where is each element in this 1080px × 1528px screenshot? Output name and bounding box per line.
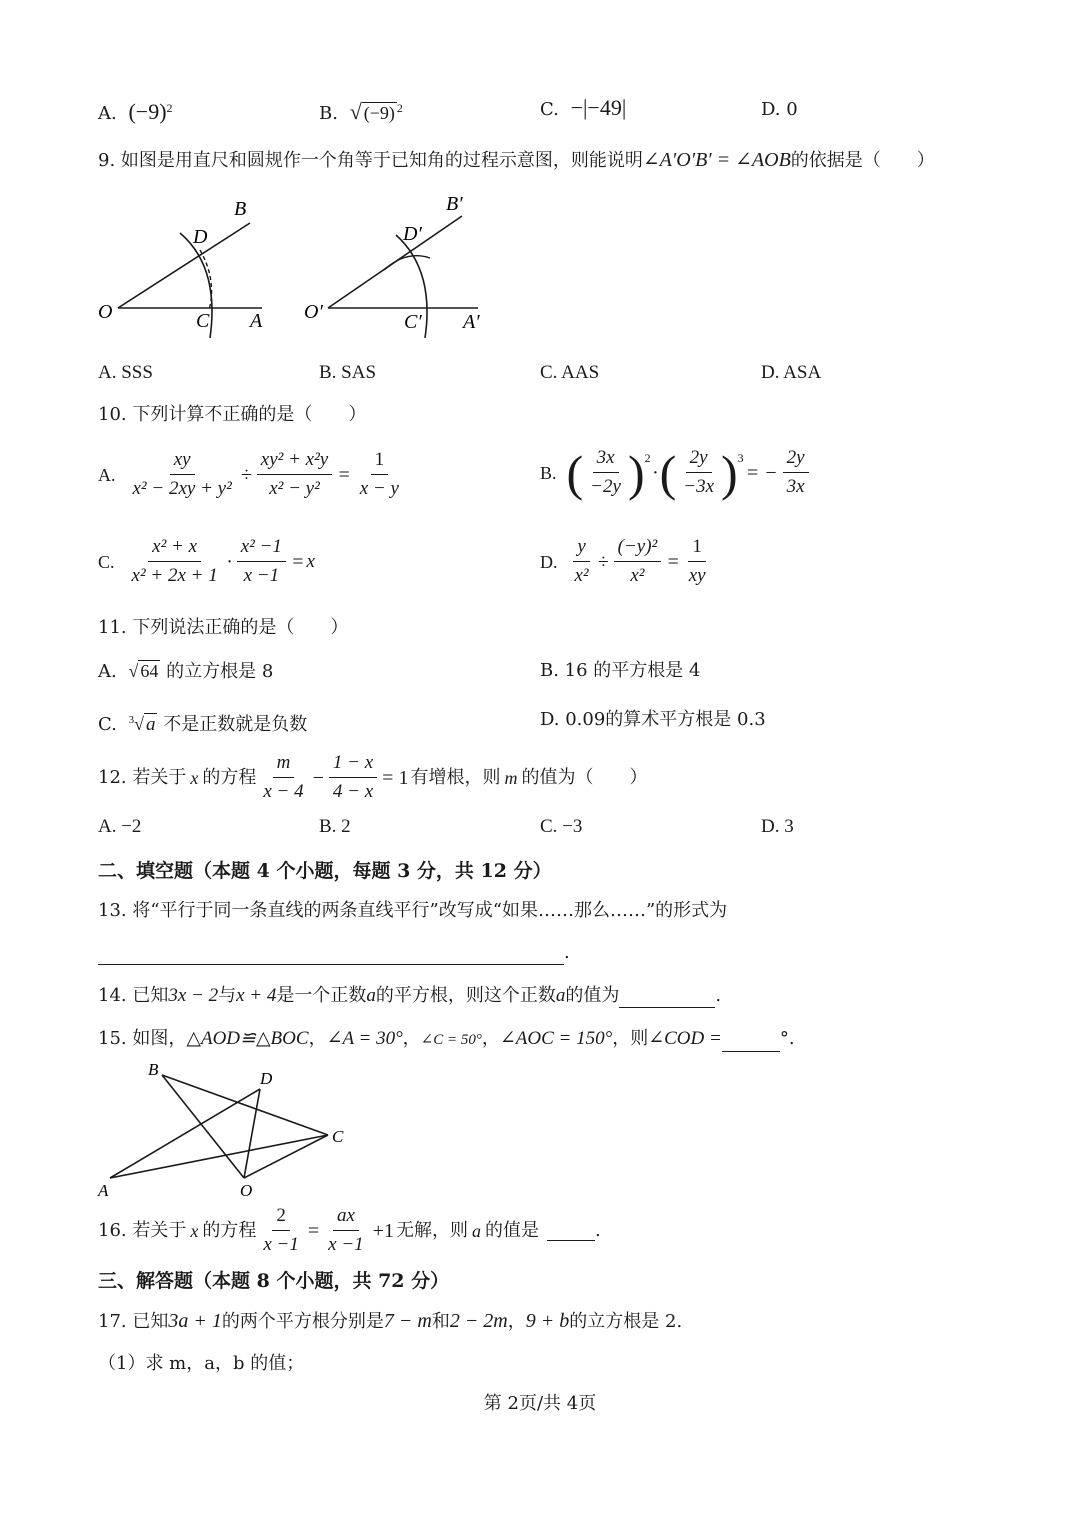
q15-fig-label-b: B xyxy=(148,1060,159,1079)
q13-answer-line: . xyxy=(98,941,570,965)
q9-option-a: A. SSS xyxy=(98,362,153,383)
q15-fig-label-a: A xyxy=(98,1181,109,1200)
q12-option-d: D. 3 xyxy=(761,816,794,837)
q12-option-a: A. −2 xyxy=(98,816,142,837)
fig1-label-o: O xyxy=(98,301,113,323)
q10-option-c: C. $\frac{\text{x² + x}}{\text{x² + 2x + 1}}$ · $\frac{\text{x² −1}}{x -1}$ = x xyxy=(98,536,315,586)
q14-blank[interactable] xyxy=(619,987,715,1008)
section-2-heading: 二、填空题（本题 4 个小题，每题 3 分，共 12 分） xyxy=(98,860,552,882)
fig1-label-d: D xyxy=(193,226,208,248)
fig1-label-c: C xyxy=(196,310,210,332)
q12-stem: 12. 若关于 x 的方程 $\frac{m}{x - 4}$ − $\frac{1 - x}{4 - x}$ = 1 有增根，则 m 的值为（ ） xyxy=(98,752,648,802)
q9-option-c: C. AAS xyxy=(540,362,600,383)
q10-option-b: B. ( $\frac{3x}{-2y}$ ) $^2$ · ( $\frac{2y}{-3x}$ ) $^3$ = − $\frac{2y}{3x}$ xyxy=(540,446,812,499)
fig1-label-b: B xyxy=(234,198,247,220)
q16-blank[interactable] xyxy=(547,1220,595,1241)
q9-figure-1 xyxy=(92,195,282,345)
q9-option-d: D. ASA xyxy=(761,362,822,383)
q10-option-d: D. $\frac{y}{\text{x²}}$ ÷ $\frac{\text{(−y)²}}{\text{x²}}$ = $\frac{1}{xy}$ xyxy=(540,536,706,586)
fig2-label-c: C′ xyxy=(404,311,422,333)
q15-figure xyxy=(92,1058,352,1203)
section-3-heading: 三、解答题（本题 8 个小题，共 72 分） xyxy=(98,1270,450,1292)
q9-stem: 9. 如图是用直尺和圆规作一个角等于已知角的过程示意图，则能说明∠A′O′B′ = ∠AOB的依据是（ ） xyxy=(98,149,935,171)
q10-stem: 10. 下列计算不正确的是（ ） xyxy=(98,404,367,425)
q11-option-a: A. √ 64 的立方根是 8 xyxy=(98,661,274,682)
q9-figure-2 xyxy=(300,190,500,345)
fig2-label-d: D′ xyxy=(403,223,422,245)
q8-option-b: B. √ (−9) $^2$ xyxy=(319,99,403,124)
q17-part-1: （1）求 m，a，b 的值； xyxy=(98,1353,305,1374)
q15-fig-label-o: O xyxy=(240,1181,253,1200)
fig1-label-a: A xyxy=(250,310,263,332)
q8-option-d: D. 0 xyxy=(761,99,798,120)
fig2-label-a: A′ xyxy=(463,311,480,333)
q11-option-c: C. $^3$√ a 不是正数就是负数 xyxy=(98,714,308,735)
page-footer: 第 2页/共 4页 xyxy=(483,1393,597,1414)
q12-option-b: B. 2 xyxy=(319,816,351,837)
q15-fig-label-c: C xyxy=(332,1127,344,1146)
fig2-label-o: O′ xyxy=(304,301,323,323)
q11-option-d: D. 0.09的算术平方根是 0.3 xyxy=(540,709,766,730)
fig2-label-b: B′ xyxy=(446,193,463,215)
q14-stem: 14. 已知3x − 2与x + 4是一个正数a的平方根，则这个正数a的值为 . xyxy=(98,985,722,1006)
q13-blank[interactable] xyxy=(98,944,564,965)
q10-option-a: A. $\frac{xy}{\text{x² − 2xy + y²}}$ ÷ $\frac{\text{xy² + x²y}}{\text{x² − y²}}$ = $\frac{1}{x - y}$ xyxy=(98,449,399,499)
q12-option-c: C. −3 xyxy=(540,816,583,837)
q15-stem: 15. 如图，△AOD≌△BOC，∠A = 30°，∠C = 50°，∠AOC = 150°，则∠COD = °. xyxy=(98,1027,795,1052)
q17-stem: 17. 已知3a + 1的两个平方根分别是7 − m和2 − 2m，9 + b的立方根是 2. xyxy=(98,1310,683,1332)
q15-fig-label-d: D xyxy=(260,1069,273,1088)
q15-blank[interactable] xyxy=(722,1031,780,1052)
q16-stem: 16. 若关于 x 的方程 $\frac{2}{x -1}$ = $\frac{ax}{x -1}$ +1 无解，则 a 的值是 . xyxy=(98,1205,601,1255)
q8-option-a: A. $(-9)^2$ xyxy=(98,99,173,124)
q11-option-b: B. 16 的平方根是 4 xyxy=(540,660,701,681)
q8-option-c: C. −|−49| xyxy=(540,95,627,120)
q11-stem: 11. 下列说法正确的是（ ） xyxy=(98,617,349,638)
q13-stem: 13. 将“平行于同一条直线的两条直线平行”改写成“如果……那么……”的形式为 xyxy=(98,900,728,921)
q9-option-b: B. SAS xyxy=(319,362,377,383)
